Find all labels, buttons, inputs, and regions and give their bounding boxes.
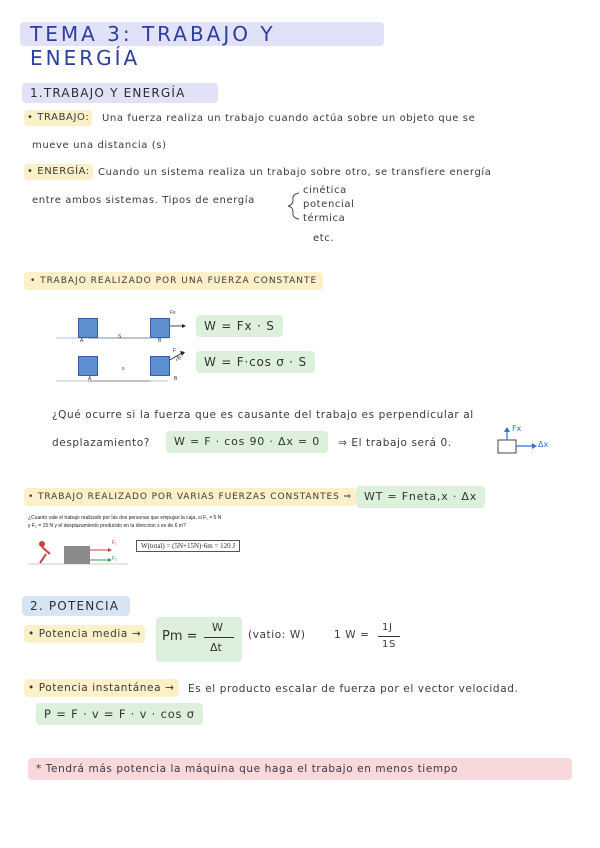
label-f: F bbox=[173, 348, 177, 354]
example-f1: F₁ bbox=[112, 540, 117, 546]
various-forces-heading: • TRABAJO REALIZADO POR VARIAS FUERZAS CONSTANTES ⇒ bbox=[24, 488, 356, 506]
formula-perpendicular: W = F · cos 90 · Δx = 0 bbox=[166, 431, 328, 453]
watt-fraction-bar bbox=[378, 636, 400, 637]
watt-lhs: 1 W = bbox=[334, 629, 370, 641]
example-line2: y F₂ = 15 N y el desplazamiento producido en la direccion x es de 6 m? bbox=[28, 523, 186, 529]
formula-instantanea: P = F · v = F · v · cos σ bbox=[36, 703, 203, 725]
perpendicular-force-icon bbox=[494, 424, 554, 460]
watt-denominator: 1S bbox=[382, 639, 396, 650]
formula-total-work: WT = Fneta,x · Δx bbox=[356, 486, 485, 508]
constant-force-heading: • TRABAJO REALIZADO POR UNA FUERZA CONSTANTE bbox=[24, 272, 323, 290]
block-a-bottom bbox=[78, 356, 98, 376]
trabajo-label: • TRABAJO: bbox=[24, 110, 92, 126]
label-b1: B bbox=[158, 338, 162, 344]
constant-force-diagram bbox=[52, 308, 192, 386]
potencia-media-label: • Potencia media → bbox=[24, 625, 145, 643]
media-denominator: Δt bbox=[210, 641, 222, 654]
section-1-heading: 1.TRABAJO Y ENERGÍA bbox=[22, 83, 218, 103]
energia-label: • ENERGÍA: bbox=[24, 164, 93, 180]
energy-type-etc: etc. bbox=[313, 233, 335, 244]
conclusion-text: ⇒ El trabajo será 0. bbox=[338, 437, 452, 449]
curly-brace bbox=[286, 192, 302, 220]
formula-w-fx-s: W = Fx · S bbox=[196, 315, 283, 337]
label-a2: A bbox=[88, 376, 92, 382]
label-a1: A bbox=[80, 338, 84, 344]
block-b-top bbox=[150, 318, 170, 338]
media-fraction-bar bbox=[204, 637, 234, 638]
question-line2: desplazamiento? bbox=[52, 437, 150, 449]
energy-type-cinetica: cinética bbox=[303, 185, 347, 196]
section-2-heading: 2. POTENCIA bbox=[22, 596, 130, 616]
label-s1: S bbox=[118, 334, 122, 340]
icon-label-dx: Δx bbox=[538, 440, 549, 449]
trabajo-text-line2: mueve una distancia (s) bbox=[32, 140, 167, 151]
formula-w-fcos-s: W = F·cos σ · S bbox=[196, 351, 315, 373]
watt-numerator: 1J bbox=[382, 622, 393, 633]
instantanea-text: Es el producto escalar de fuerza por el vector velocidad. bbox=[188, 683, 519, 695]
unit-text: (vatio: W) bbox=[248, 629, 306, 641]
example-illustration bbox=[28, 532, 128, 568]
example-formula: W(total) = (5N+15N)·6m = 120 J bbox=[136, 540, 240, 552]
energy-type-termica: térmica bbox=[303, 213, 346, 224]
diagram-lines bbox=[52, 308, 192, 386]
label-s2: s bbox=[122, 366, 125, 372]
media-numerator: W bbox=[212, 621, 223, 634]
media-formula-box bbox=[156, 617, 242, 662]
label-b2: B bbox=[174, 376, 178, 382]
energia-text-line1: Cuando un sistema realiza un trabajo sobre otro, se transfiere energía bbox=[98, 167, 492, 178]
example-box bbox=[28, 514, 268, 568]
media-lhs: Pm = bbox=[162, 629, 198, 644]
example-f2: F₂ bbox=[112, 556, 117, 562]
energy-type-potencial: potencial bbox=[303, 199, 355, 210]
block-b-bottom bbox=[150, 356, 170, 376]
question-line1: ¿Qué ocurre si la fuerza que es causante del trabajo es perpendicular al bbox=[52, 409, 474, 421]
example-line1: ¿Cuanto vale el trabajo realizado por las dos personas que empujan la caja, si F₁ = 5 N bbox=[28, 515, 222, 521]
note-banner: * Tendrá más potencia la máquina que haga el trabajo en menos tiempo bbox=[28, 758, 572, 780]
block-a-top bbox=[78, 318, 98, 338]
label-theta: θ bbox=[178, 356, 181, 362]
trabajo-text-line1: Una fuerza realiza un trabajo cuando actúa sobre un objeto que se bbox=[102, 113, 476, 124]
potencia-instantanea-label: • Potencia instantánea → bbox=[24, 679, 179, 697]
energia-text-line2: entre ambos sistemas. Tipos de energía bbox=[32, 195, 255, 206]
icon-label-fx: Fx bbox=[512, 424, 522, 433]
page-title: TEMA 3: TRABAJO Y ENERGÍA bbox=[20, 22, 384, 46]
label-fx: Fx bbox=[170, 310, 176, 316]
